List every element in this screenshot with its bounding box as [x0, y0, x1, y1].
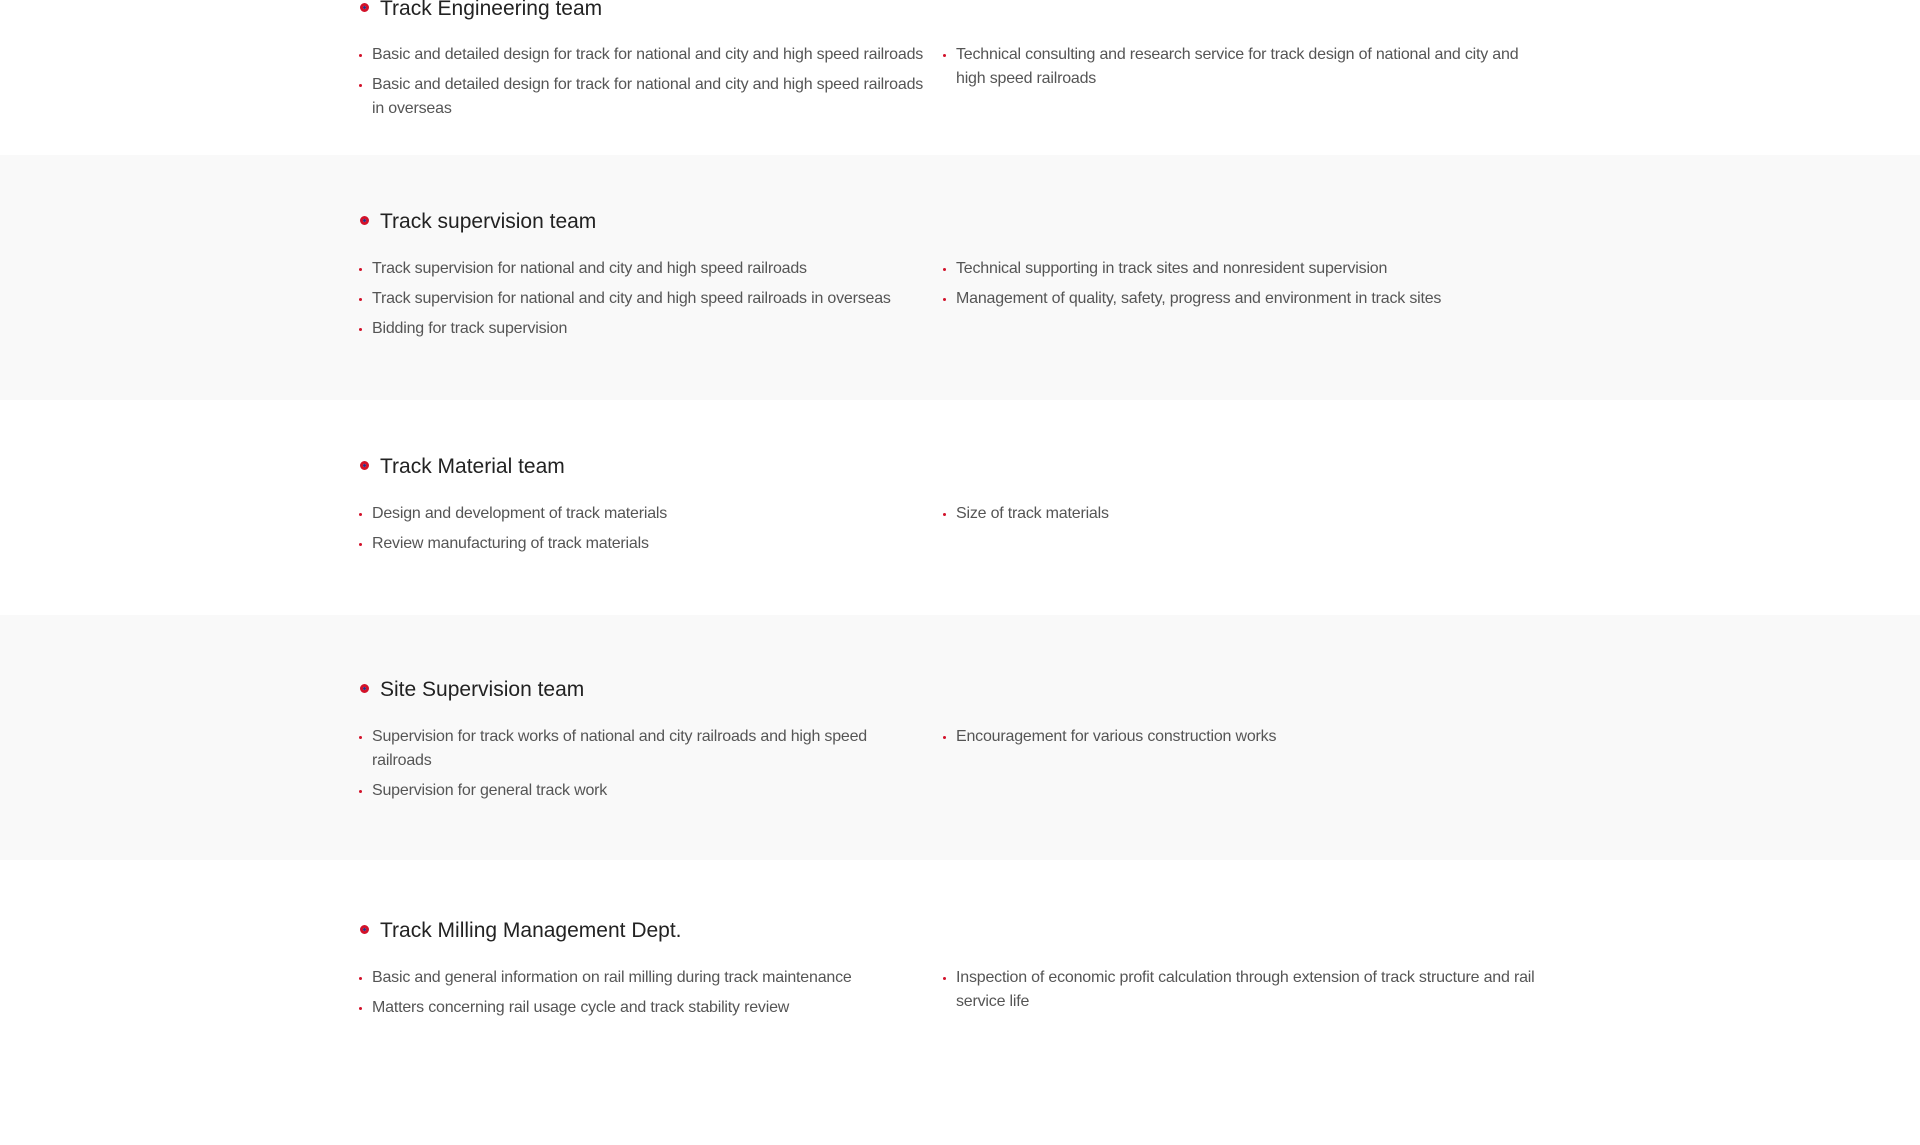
list-item: Basic and general information on rail milling during track maintenance [358, 966, 928, 990]
team-items-right [942, 725, 1548, 755]
ring-bullet-icon [360, 3, 369, 12]
red-dot-icon [359, 328, 362, 331]
list-item: Supervision for track works of national and city railroads and high speed railroads [358, 725, 928, 773]
red-dot-icon [943, 977, 946, 980]
list-item: Track supervision for national and city and high speed railroads [358, 257, 928, 281]
ring-bullet-icon [360, 684, 369, 693]
red-dot-icon [359, 84, 362, 87]
ring-bullet-icon [360, 216, 369, 225]
red-dot-icon [359, 736, 362, 739]
red-dot-icon [359, 790, 362, 793]
list-item: Review manufacturing of track materials [358, 532, 928, 556]
red-dot-icon [359, 513, 362, 516]
team-section-track-material [0, 400, 1920, 615]
list-item: Supervision for general track work [358, 779, 928, 803]
list-item: Track supervision for national and city and high speed railroads in overseas [358, 287, 928, 311]
red-dot-icon [359, 298, 362, 301]
list-item: Basic and detailed design for track for national and city and high speed railroads [358, 43, 928, 67]
team-items-right [942, 43, 1548, 97]
team-section-track-engineering [0, 0, 1920, 155]
team-title [358, 918, 1548, 944]
team-section-track-milling [0, 860, 1920, 1145]
list-item: Technical consulting and research service for track design of national and city and high speed railroads [942, 43, 1548, 91]
team-title [358, 0, 1548, 22]
red-dot-icon [359, 977, 362, 980]
list-item: Basic and detailed design for track for national and city and high speed railroads in overseas [358, 73, 928, 121]
team-title [358, 209, 1548, 235]
list-item: Management of quality, safety, progress and environment in track sites [942, 287, 1548, 311]
team-items-left [358, 257, 928, 347]
list-item: Inspection of economic profit calculation through extension of track structure and rail service life [942, 966, 1548, 1014]
team-items-left [358, 502, 928, 562]
list-item: Design and development of track materials [358, 502, 928, 526]
red-dot-icon [359, 268, 362, 271]
red-dot-icon [943, 298, 946, 301]
team-items-left [358, 43, 928, 127]
red-dot-icon [943, 268, 946, 271]
team-title-text: Track supervision team [380, 210, 597, 233]
team-section-track-supervision [0, 155, 1920, 400]
team-title [358, 454, 1548, 480]
red-dot-icon [359, 54, 362, 57]
red-dot-icon [943, 54, 946, 57]
red-dot-icon [359, 543, 362, 546]
team-section-site-supervision [0, 615, 1920, 860]
team-title-text: Track Material team [380, 455, 565, 478]
team-items-left [358, 966, 928, 1026]
list-item: Technical supporting in track sites and nonresident supervision [942, 257, 1548, 281]
red-dot-icon [943, 736, 946, 739]
team-items-left [358, 725, 928, 809]
list-item: Encouragement for various construction works [942, 725, 1548, 749]
ring-bullet-icon [360, 461, 369, 470]
team-items-right [942, 966, 1548, 1020]
team-title-text: Site Supervision team [380, 678, 585, 701]
team-items-right [942, 257, 1548, 317]
list-item: Bidding for track supervision [358, 317, 928, 341]
team-title-text: Track Milling Management Dept. [380, 919, 682, 942]
red-dot-icon [359, 1007, 362, 1010]
team-title-text: Track Engineering team [380, 0, 603, 20]
red-dot-icon [943, 513, 946, 516]
team-items-right [942, 502, 1548, 532]
team-title [358, 677, 1548, 703]
list-item: Size of track materials [942, 502, 1548, 526]
ring-bullet-icon [360, 925, 369, 934]
list-item: Matters concerning rail usage cycle and track stability review [358, 996, 928, 1020]
